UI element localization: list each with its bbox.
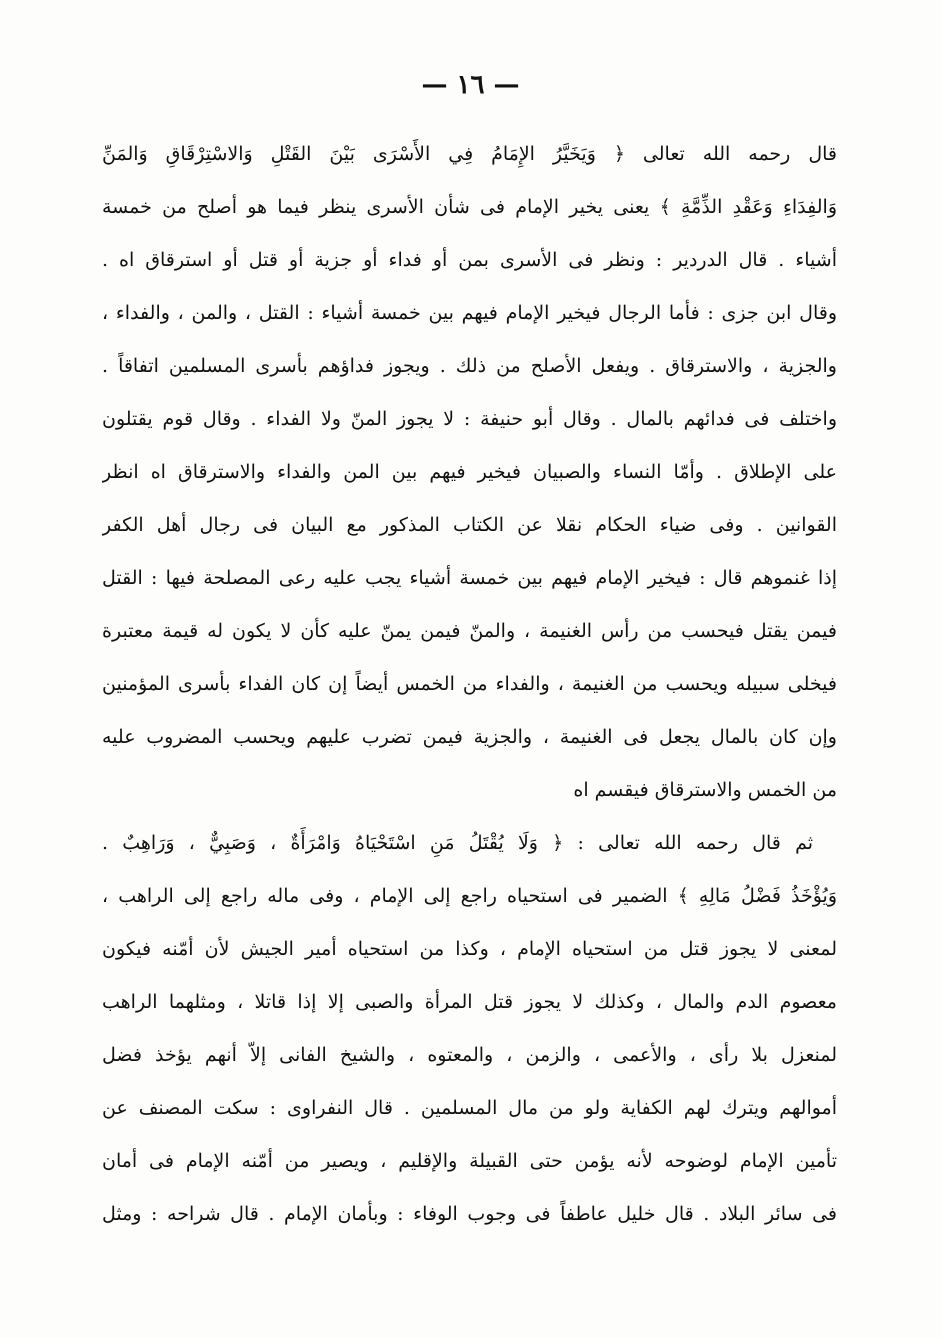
text-line-14: ثم قال رحمه الله تعالى : ﴿ وَلَا يُقْتَلُ مَنِ اسْتَحْيَاهُ وَامْرَأَةٌ ، وَصَبِيٌّ ، وَرَاهِبٌ . [102, 832, 813, 854]
text-line-9: إذا غنموهم قال : فيخير الإمام فيهم بين خمسة أشياء يجب عليه رعى المصلحة فيها : القتل [102, 567, 837, 589]
text-line-3: أشياء . قال الدردير : ونظر فى الأسرى بمن أو فداء أو جزية أو قتل أو استرقاق اه . [102, 249, 837, 271]
page-number: — ١٦ — [421, 70, 520, 100]
text-line-18: لمنعزل بلا رأى ، والأعمى ، والزمن ، والمعتوه ، والشيخ الفانى إلاّ أنهم يؤخذ فضل [102, 1044, 837, 1066]
text-line-6: واختلف فى فدائهم بالمال . وقال أبو حنيفة : لا يجوز المنّ ولا الفداء . وقال قوم يقتلون [102, 408, 837, 430]
text-line-15: وَيُؤْخَذُ فَضْلُ مَالِهِ ﴾ الضمير فى استحياه راجع إلى الإمام ، وفى ماله راجع إلى الراهب ، [102, 885, 837, 907]
text-line-13: من الخمس والاسترقاق فيقسم اه [573, 779, 837, 801]
text-line-11: فيخلى سبيله ويحسب من الغنيمة ، والفداء من الخمس أيضاً إن كان الفداء بأسرى المؤمنين [102, 673, 837, 695]
text-line-2: وَالفِدَاءِ وَعَقْدِ الذِّمَّةِ ﴾ يعنى يخير الإمام فى شأن الأسرى ينظر فيما هو أصلح من خمسة [102, 196, 837, 218]
text-line-7: على الإطلاق . وأمّا النساء والصبيان فيخير فيهم بين المن والفداء والاسترقاق اه انظر [102, 461, 837, 483]
text-line-19: أموالهم ويترك لهم الكفاية ولو من مال المسلمين . قال النفراوى : سكت المصنف عن [102, 1097, 837, 1119]
text-line-4: وقال ابن جزى : فأما الرجال فيخير الإمام فيهم بين خمسة أشياء : القتل ، والمن ، والفداء ، [102, 302, 837, 324]
body-text [102, 128, 837, 1241]
text-line-17: معصوم الدم والمال ، وكذلك لا يجوز قتل المرأة والصبى إلا إذا قاتلا ، ومثلهما الراهب [102, 991, 837, 1013]
text-line-5: والجزية ، والاسترقاق . ويفعل الأصلح من ذلك . ويجوز فداؤهم بأسرى المسلمين اتفاقاً . [102, 355, 837, 377]
text-line-8: القوانين . وفى ضياء الحكام نقلا عن الكتاب المذكور مع البيان فى رجال أهل الكفر [102, 514, 837, 536]
text-line-20: تأمين الإمام لوضوحه لأنه يؤمن حتى القبيلة والإقليم ، ويصير من أمّنه الإمام فى أمان [102, 1150, 837, 1172]
text-line-12: وإن كان بالمال يجعل فى الغنيمة ، والجزية فيمن تضرب عليهم ويحسب المضروب عليه [102, 726, 837, 748]
text-line-10: فيمن يقتل فيحسب من رأس الغنيمة ، والمنّ فيمن يمنّ عليه كأن لا يكون له قيمة معتبرة [102, 620, 837, 642]
text-line-16: لمعنى لا يجوز قتل من استحياه الإمام ، وكذا من استحياه أمير الجيش لأن أمّنه فيكون [102, 938, 837, 960]
text-line-21: فى سائر البلاد . قال خليل عاطفاً فى وجوب الوفاء : وبأمان الإمام . قال شراحه : ومثل [102, 1203, 837, 1225]
text-line-1: قال رحمه الله تعالى ﴿ وَيَخَيَّرُ الإِمَامُ فِي الأَسْرَى بَيْنَ القَتْلِ وَالاسْتِرْقَاقِ وَالمَنِّ [102, 143, 837, 165]
